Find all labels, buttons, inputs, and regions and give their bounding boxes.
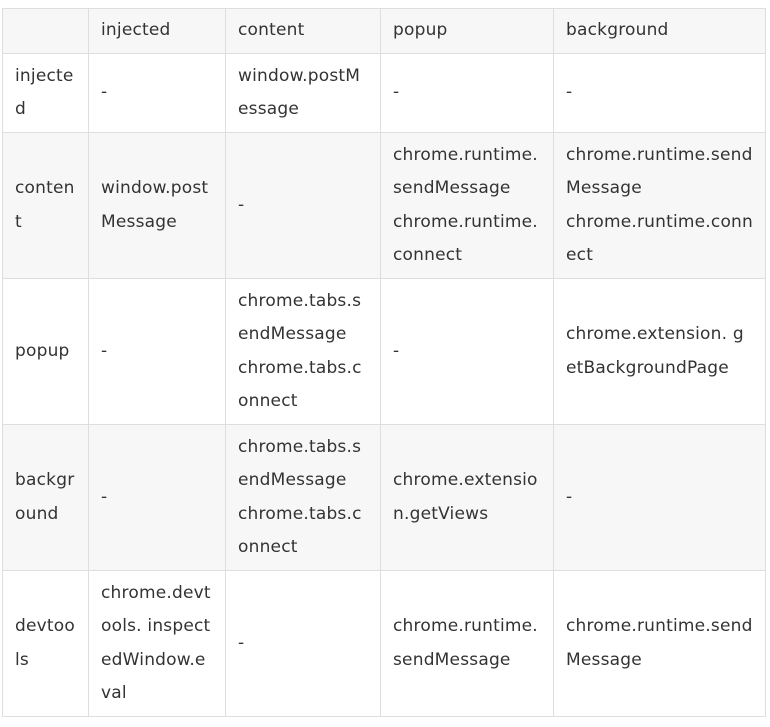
table-cell: [226, 54, 381, 133]
column-header-popup: popup: [381, 9, 554, 54]
table-row-background: [3, 425, 766, 571]
cell-text: chrome.runtime.connect: [566, 211, 754, 265]
cell-text: chrome.runtime.sendMessage: [393, 616, 538, 670]
row-header-cell: devtools: [3, 571, 89, 717]
row-header-cell: popup: [3, 279, 89, 425]
cell-text: chrome.devtools. inspectedWindow.eval: [101, 582, 211, 703]
row-header-cell: content: [3, 133, 89, 279]
table-cell: [554, 425, 766, 571]
table-cell: [226, 279, 381, 425]
cell-text: chrome.tabs.connect: [238, 357, 362, 411]
cell-text: -: [566, 82, 573, 103]
table-row-popup: [3, 279, 766, 425]
table-cell: [554, 54, 766, 133]
table-cell: [554, 133, 766, 279]
table-cell: [89, 571, 226, 717]
table-cell: [554, 279, 766, 425]
table-cell: [89, 54, 226, 133]
cell-text: chrome.runtime.connect: [393, 211, 538, 265]
table-cell: [381, 133, 554, 279]
cell-text: chrome.extension. getBackgroundPage: [566, 324, 744, 378]
cell-text: chrome.tabs.sendMessage: [238, 436, 362, 490]
row-header-cell: background: [3, 425, 89, 571]
cell-text: -: [101, 82, 108, 103]
row-header-cell: injected: [3, 54, 89, 133]
table-cell: [226, 133, 381, 279]
table-row-injected: [3, 54, 766, 133]
table-cell: [226, 425, 381, 571]
header-corner-cell: [3, 9, 89, 54]
table-cell: [381, 279, 554, 425]
table-cell: [381, 425, 554, 571]
cell-text: chrome.runtime.sendMessage: [566, 616, 753, 670]
table-cell: [226, 571, 381, 717]
table-cell: [89, 425, 226, 571]
cell-text: -: [393, 340, 400, 361]
cell-text: -: [393, 82, 400, 103]
cell-text: -: [238, 632, 245, 653]
table-row-devtools: [3, 571, 766, 717]
cell-text: -: [101, 486, 108, 507]
cell-text: window.postMessage: [238, 65, 361, 119]
cell-text: -: [238, 194, 245, 215]
cell-text: chrome.tabs.connect: [238, 503, 362, 557]
table-row-content: [3, 133, 766, 279]
table-cell: [89, 133, 226, 279]
cell-text: chrome.runtime.sendMessage: [566, 144, 753, 198]
table-header-row: [3, 9, 766, 54]
cell-text: chrome.runtime.sendMessage: [393, 144, 538, 198]
table-cell: [89, 279, 226, 425]
column-header-background: background: [554, 9, 766, 54]
table-cell: [381, 54, 554, 133]
cell-text: -: [101, 340, 108, 361]
column-header-content: content: [226, 9, 381, 54]
cell-text: chrome.extension.getViews: [393, 470, 538, 524]
table-cell: [381, 571, 554, 717]
table-cell: [554, 571, 766, 717]
column-header-injected: injected: [89, 9, 226, 54]
cell-text: chrome.tabs.sendMessage: [238, 290, 362, 344]
message-passing-table: [2, 8, 766, 717]
cell-text: window.postMessage: [101, 178, 209, 232]
cell-text: -: [566, 486, 573, 507]
